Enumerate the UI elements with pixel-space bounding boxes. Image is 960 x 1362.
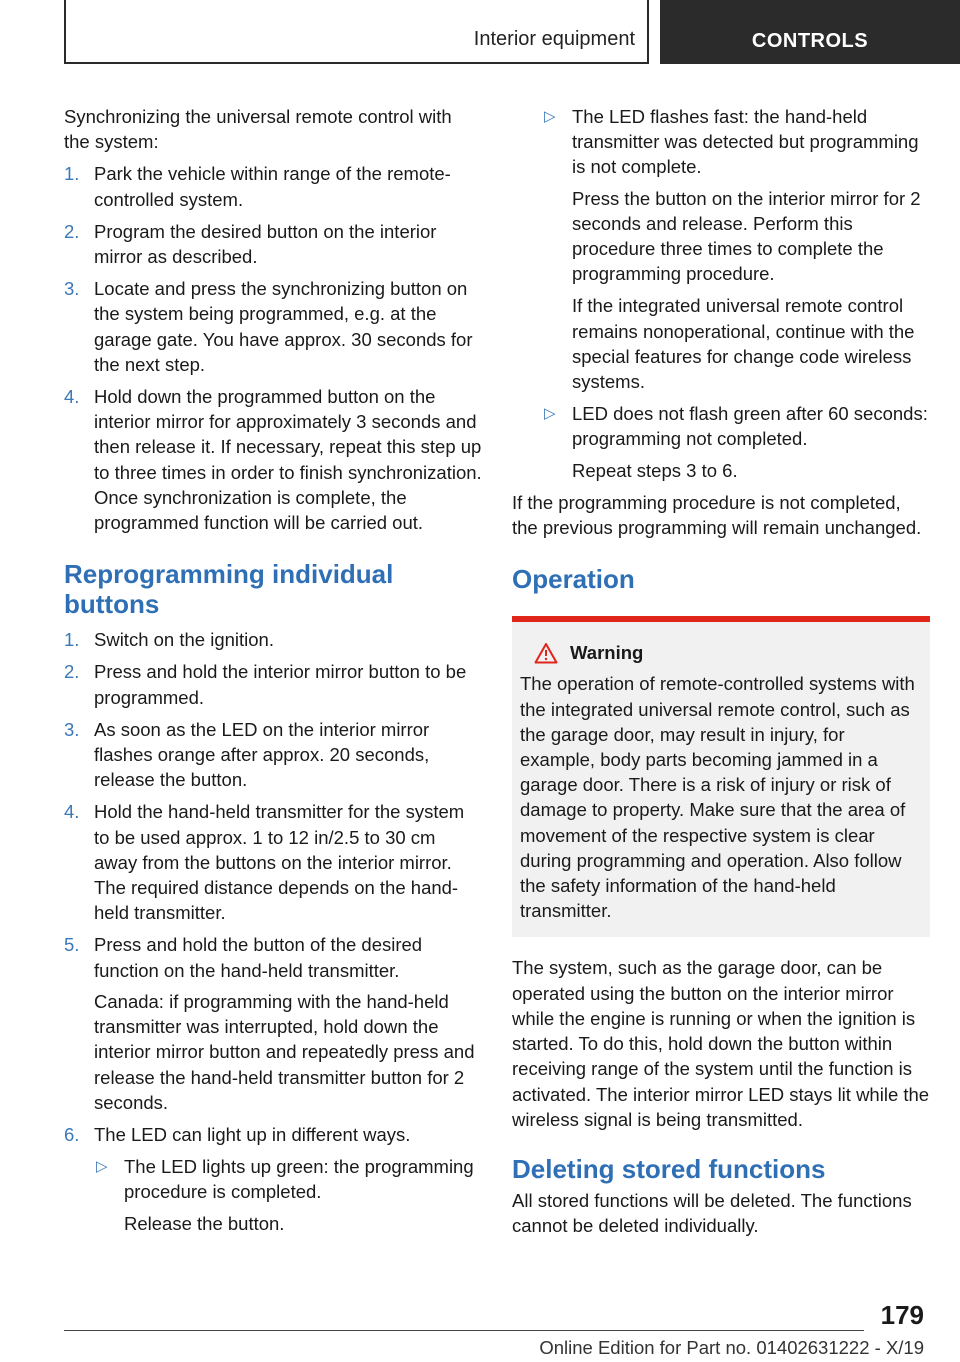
step-number: 3. (64, 718, 80, 740)
not-completed-text: If the programming procedure is not completed, the previous programming will remain unchanged. (512, 491, 922, 539)
operation-text: The system, such as the garage door, can be operated using the button on the interior mirror while the engine is running or when the ignition is started. To do this, hold down the button within receiving range of the system until the function is activated. The interior mirror LED stays lit while the wireless signal is being transmitted. (512, 957, 930, 1130)
warning-header (520, 640, 922, 665)
heading-reprogramming: Reprogramming individual buttons (64, 559, 394, 620)
page-number: 179 (880, 1300, 924, 1330)
bullet-text: The LED flashes fast: the hand-held transmitter was detected but programming is not complete. (572, 106, 919, 178)
warning-triangle-icon (534, 642, 558, 664)
heading-operation: Operation (512, 564, 635, 595)
triangle-bullet-icon: ▷ (544, 405, 556, 423)
list-item (542, 104, 930, 394)
step-text: Switch on the ignition. (94, 629, 274, 651)
list-item (64, 384, 482, 535)
step-text: Locate and press the synchronizing button on the system being programmed, e.g. at the garage gate. You have approx. 30 seconds for the next step. (94, 278, 473, 375)
list-item (64, 161, 482, 211)
section-title: Interior equipment (473, 28, 635, 50)
list-item (94, 1154, 482, 1236)
reprogram-steps-list (64, 627, 482, 1235)
list-item (64, 276, 482, 377)
step-number: 2. (64, 661, 80, 683)
edition-info: Online Edition for Part no. 01402631222 - X/19 (539, 1337, 924, 1358)
list-item (64, 932, 482, 1114)
step-number: 1. (64, 629, 80, 651)
step-number: 3. (64, 278, 80, 300)
step-text: The LED can light up in different ways. (94, 1123, 411, 1145)
footer-divider (64, 1330, 864, 1331)
step-text: Press and hold the button of the desired function on the hand-held transmitter. (94, 934, 423, 981)
step-text: Program the desired button on the interior mirror as described. (94, 220, 437, 268)
step-number: 6. (64, 1123, 80, 1145)
bullet-text: The LED lights up green: the programming procedure is completed. (124, 1156, 474, 1203)
list-item (64, 219, 482, 269)
step-text: Hold the hand-held transmitter for the system to be used approx. 1 to 12 in/2.5 to 30 cm away from the buttons on the interior mirror. The required distance depends on the hand-held transmitter. (94, 801, 465, 924)
heading-deleting: Deleting stored functions (512, 1153, 826, 1184)
list-item (64, 799, 482, 925)
step-number: 2. (64, 220, 80, 242)
bullet-note: Press the button on the interior mirror for 2 seconds and release. Perform this procedure three times to complete the programming procedure. (572, 187, 921, 285)
deleting-text: All stored functions will be deleted. The functions cannot be deleted individually. (512, 1189, 912, 1237)
chapter-label: CONTROLS (751, 30, 869, 52)
led-states-list-continued (542, 104, 930, 483)
bullet-note: Release the button. (124, 1212, 285, 1234)
step-text: Park the vehicle within range of the remote-controlled system. (94, 163, 451, 210)
step-number: 5. (64, 934, 80, 956)
step-number: 4. (64, 801, 80, 823)
list-item (64, 659, 482, 709)
bullet-note: Repeat steps 3 to 6. (572, 459, 738, 481)
list-item (64, 1122, 482, 1236)
list-item (64, 717, 482, 793)
chapter-tab (660, 0, 960, 64)
list-item (542, 401, 930, 483)
triangle-bullet-icon: ▷ (544, 108, 556, 125)
bullet-note: If the integrated universal remote control remains nonoperational, continue with the special features for change code wireless systems. (572, 295, 915, 393)
step-text: As soon as the LED on the interior mirror flashes orange after approx. 20 seconds, release the button. (94, 718, 430, 791)
sync-intro: Synchronizing the universal remote control with the system: (64, 106, 452, 153)
warning-title: Warning (570, 642, 644, 664)
left-column (64, 104, 482, 1243)
warning-text: The operation of remote-controlled systems with the integrated universal remote control, such as the garage door, may result in injury, for example, body parts becoming jammed in a garage door. There is a risk of injury or risk of damage to property. Make sure that the area of movement of the respective system is clear during programming and operation. Also follow the safety information of the hand-held transmitter. (520, 673, 915, 922)
triangle-bullet-icon: ▷ (96, 1158, 108, 1176)
step-text: Press and hold the interior mirror button to be programmed. (94, 661, 467, 708)
warning-box (512, 616, 930, 937)
right-column (512, 104, 930, 1245)
step-number: 4. (64, 386, 80, 408)
bullet-text: LED does not flash green after 60 seconds: programming not completed. (572, 403, 928, 450)
led-states-list (94, 1154, 482, 1236)
step-text: Hold down the programmed button on the interior mirror for approximately 3 seconds and then release it. If necessary, repeat this step up to three times in order to finish synchronization. Once synchronization is complete, the programmed function will be carried out. (94, 386, 482, 534)
sync-steps-list (64, 161, 482, 535)
step-note: Canada: if programming with the hand-held transmitter was interrupted, hold down the interior mirror button and repeatedly press and release the hand-held transmitter button for 2 seconds. (94, 990, 475, 1113)
list-item (64, 627, 482, 652)
step-number: 1. (64, 163, 80, 185)
